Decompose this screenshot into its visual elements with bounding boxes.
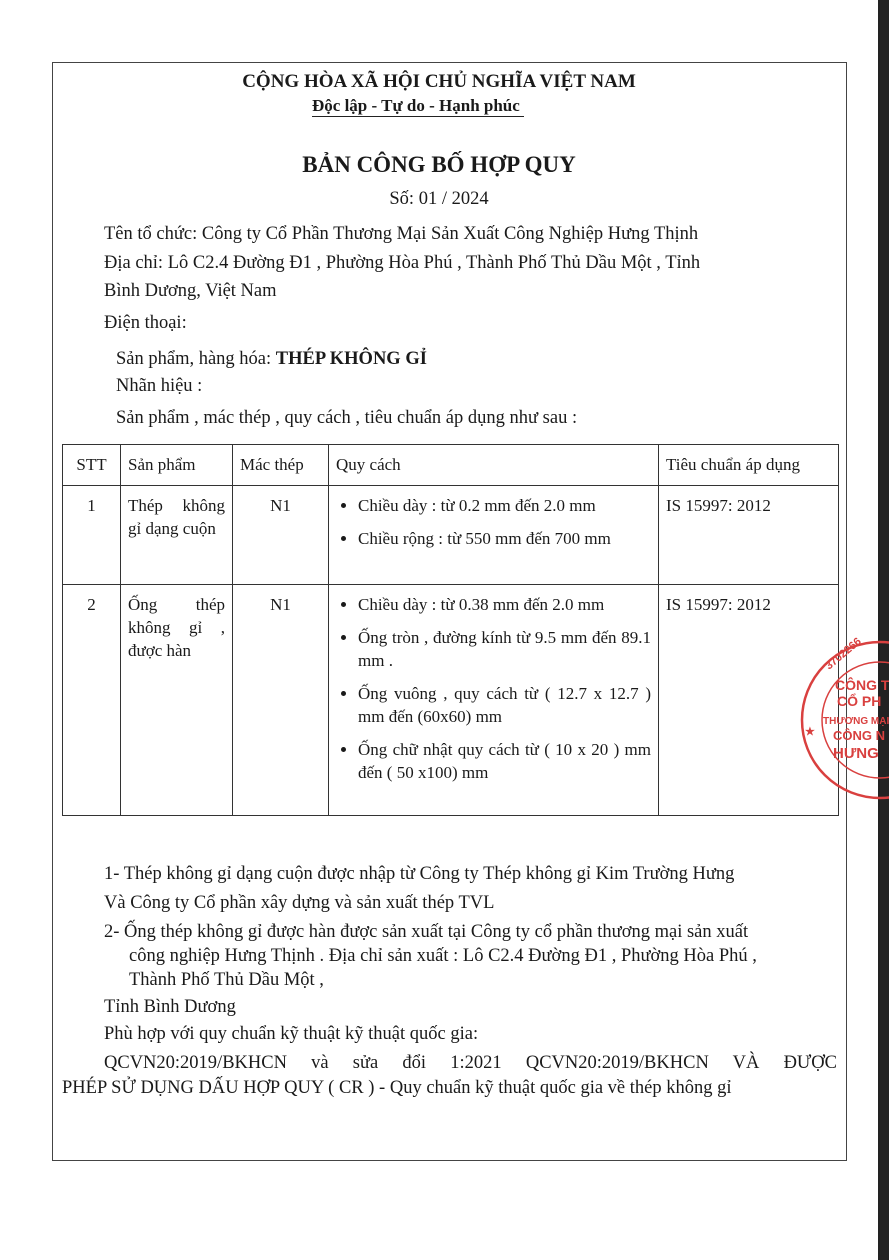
stt: 2	[63, 585, 121, 816]
organization: Tên tổ chức: Công ty Cổ Phần Thương Mại Sản Xuất Công Nghiệp Hưng Thịnh	[104, 224, 699, 244]
spec-item: • Ống vuông , quy cách từ ( 12.7 x 12.7 ) mm đến (60x60) mm	[358, 682, 651, 728]
col-spec: Quy cách	[329, 445, 659, 486]
product-value: THÉP KHÔNG GỈ	[275, 349, 427, 369]
standard: IS 15997: 2012	[659, 585, 839, 816]
col-stt: STT	[63, 445, 121, 486]
document-title: BẢN CÔNG BỐ HỢP QUY	[302, 152, 576, 177]
grade: N1	[233, 486, 329, 585]
stt: 1	[63, 486, 121, 585]
svg-text:CÔNG N: CÔNG N	[833, 728, 885, 743]
spec-item: • Chiều rộng : từ 550 mm đến 700 mm	[358, 527, 651, 550]
svg-text:★: ★	[805, 726, 815, 738]
address-line-2: Bình Dương, Việt Nam	[104, 281, 277, 301]
col-product: Sản phẩm	[121, 445, 233, 486]
spec-item: • Ống chữ nhật quy cách từ ( 10 x 20 ) mm đến ( 50 x100) mm	[358, 738, 651, 784]
svg-text:CỔ PH: CỔ PH	[837, 693, 882, 709]
standard: IS 15997: 2012	[659, 486, 839, 585]
note-1b: Và Công ty Cổ phần xây dựng và sản xuất thép TVL	[104, 893, 495, 913]
svg-text:HƯNG: HƯNG	[833, 745, 879, 762]
nation-header: CỘNG HÒA XÃ HỘI CHỦ NGHĨA VIỆT NAM	[242, 71, 636, 92]
phone: Điện thoại:	[104, 313, 187, 333]
spec-item: • Chiều dày : từ 0.2 mm đến 2.0 mm	[358, 494, 651, 517]
product-line	[116, 349, 427, 370]
document-number: Số: 01 / 2024	[389, 189, 489, 209]
product: Thép không gỉ dạng cuộn	[121, 486, 233, 585]
conformity-line-1: QCVN20:2019/BKHCN và sửa đổi 1:2021 QCVN20:2019/BKHCN VÀ ĐƯỢC	[104, 1053, 837, 1073]
table-intro: Sản phẩm , mác thép , quy cách , tiêu chuẩn áp dụng như sau :	[116, 408, 578, 428]
table-row	[63, 585, 839, 816]
motto: Độc lập - Tự do - Hạnh phúc	[312, 96, 524, 117]
col-grade: Mác thép	[233, 445, 329, 486]
svg-text:CÔNG T: CÔNG T	[835, 677, 889, 693]
note-2c: Thành Phố Thủ Dầu Một ,	[129, 970, 324, 990]
address-line-1: Địa chỉ: Lô C2.4 Đường Đ1 , Phường Hòa Phú , Thành Phố Thủ Dầu Một , Tỉnh	[104, 253, 701, 273]
spec-item: • Chiều dày : từ 0.38 mm đến 2.0 mm	[358, 593, 651, 616]
svg-text:3702266: 3702266	[823, 635, 864, 673]
note-2b: công nghiệp Hưng Thịnh . Địa chỉ sản xuất : Lô C2.4 Đường Đ1 , Phường Hòa Phú ,	[129, 946, 757, 966]
product-label: Sản phẩm, hàng hóa:	[116, 349, 276, 369]
company-seal	[795, 635, 889, 800]
conformity-line-2: PHÉP SỬ DỤNG DẤU HỢP QUY ( CR ) - Quy chuẩn kỹ thuật quốc gia về thép không gỉ	[62, 1078, 732, 1098]
note-1a: 1- Thép không gỉ dạng cuộn được nhập từ Công ty Thép không gỉ Kim Trường Hưng	[104, 864, 735, 884]
spec-table	[62, 444, 839, 816]
col-standard: Tiêu chuẩn áp dụng	[659, 445, 839, 486]
note-2d: Tỉnh Bình Dương	[104, 997, 236, 1017]
spec-item: • Ống tròn , đường kính từ 9.5 mm đến 89.1 mm .	[358, 626, 651, 672]
scan-edge	[878, 0, 889, 1260]
grade: N1	[233, 585, 329, 816]
table-header-row	[63, 445, 839, 486]
brand: Nhãn hiệu :	[116, 376, 203, 396]
table-row	[63, 486, 839, 585]
conformity-intro: Phù hợp với quy chuẩn kỹ thuật kỹ thuật quốc gia:	[104, 1024, 479, 1044]
svg-text:THƯƠNG MẠI: THƯƠNG MẠI	[823, 716, 889, 727]
product: Ống thép không gỉ , được hàn	[121, 585, 233, 816]
note-2a: 2- Ống thép không gỉ được hàn được sản xuất tại Công ty cổ phần thương mại sản xuất	[104, 922, 749, 942]
